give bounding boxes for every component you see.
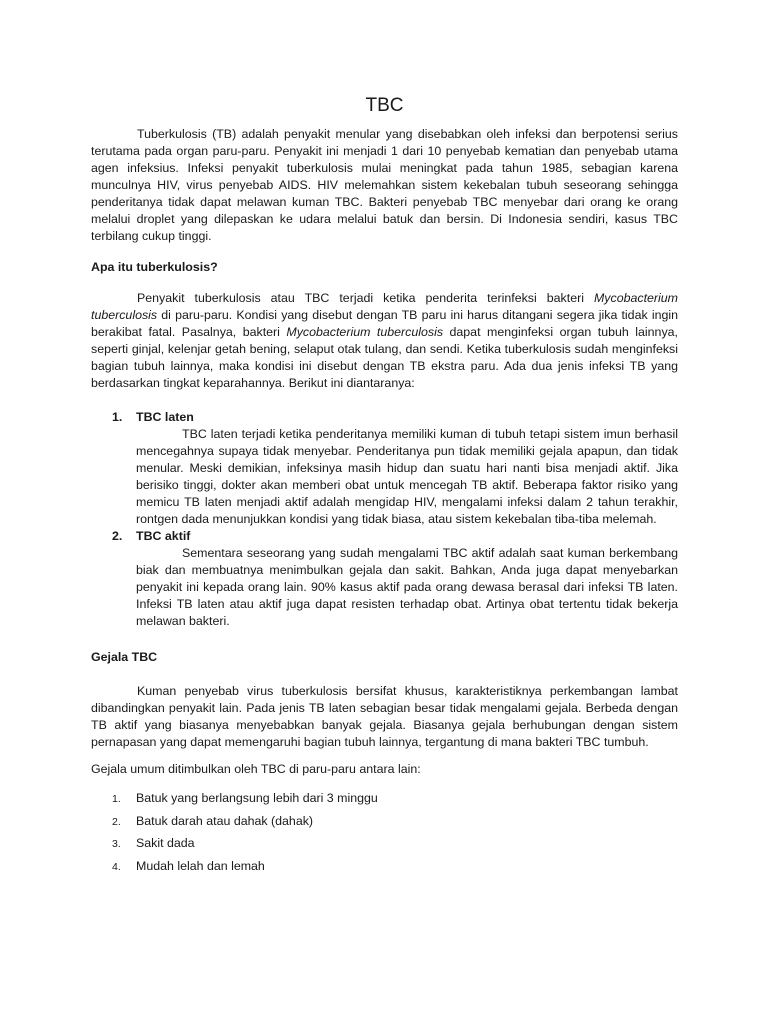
list-number: 2. xyxy=(112,529,123,543)
list-item-text: Mudah lelah dan lemah xyxy=(136,858,265,873)
list-number: 1. xyxy=(112,410,123,424)
list-item xyxy=(91,858,678,881)
symptoms-list xyxy=(91,790,678,880)
list-item xyxy=(91,835,678,858)
section-heading-symptoms: Gejala TBC xyxy=(91,650,158,664)
intro-paragraph: Tuberkulosis (TB) adalah penyakit menular yang disebabkan oleh infeksi dan berpotensi serius terutama pada organ paru-paru. Penyakit ini menjadi 1 dari 10 penyebab kematian dan penyebab utama agen infeksius. Infeksi penyakit tuberkulosis mulai meningkat pada tahun 1985, sebagian karena munculnya HIV, virus penyebab AIDS. HIV melemahkan sistem kekebalan tubuh seseorang sehingga penderitanya tidak dapat melawan kuman TBC. Bakteri penyebab TBC menyebar dari orang ke orang melalui droplet yang dilepaskan ke udara melalui batuk dan bersin. Di Indonesia sendiri, kasus TBC terbilang cukup tinggi. xyxy=(91,127,678,243)
list-item-body: Sementara seseorang yang sudah mengalami TBC aktif adalah saat kuman berkembang biak dan membuatnya menimbulkan gejala dan sakit. Bahkan, Anda juga dapat menyebarkan penyakit ini kepada orang lain. 90% kasus aktif pada orang dewasa berasal dari infeksi TB laten. Infeksi TB laten atau aktif juga dapat resisten terhadap obat. Artinya obat tertentu tidak bekerja melawan bakteri. xyxy=(136,546,678,628)
list-item xyxy=(91,790,678,813)
list-item-tbc-aktif xyxy=(91,528,678,630)
list-item-text: Sakit dada xyxy=(136,836,195,850)
what-is-paragraph: Penyakit tuberkulosis atau TBC terjadi ketika penderita terinfeksi bakteri Mycobacterium tuberculosis di paru-paru. Kondisi yang disebut dengan TB paru ini harus ditangani segera jika tidak ingin berakibat fatal. Pasalnya, bakteri Mycobacterium tuberculosis dapat menginfeksi organ tubuh lainnya, seperti ginjal, kelenjar getah bening, selaput otak tulang, dan sendi. Ketika tuberkulosis sudah menginfeksi bagian tubuh lainnya, maka kondisi ini disebut dengan TB ekstra paru. Ada dua jenis infeksi TB yang berdasarkan tingkat keparahannya. Berikut ini diantaranya: xyxy=(91,291,678,390)
list-item-text: Batuk yang berlangsung lebih dari 3 minggu xyxy=(136,791,378,805)
list-item-text: Batuk darah atau dahak (dahak) xyxy=(136,813,314,828)
list-item xyxy=(91,813,678,836)
list-item-tbc-laten xyxy=(91,409,678,528)
list-number: 2. xyxy=(112,815,121,828)
list-item-body: TBC laten terjadi ketika penderitanya memiliki kuman di tubuh tetapi sistem imun berhasil mencegahnya supaya tidak menyebar. Penderitanya pun tidak memiliki gejala apapun, dan tidak menular. Meski demikian, infeksinya masih hidup dan suatu hari nanti bisa menjadi aktif. Jika berisiko tinggi, dokter akan memberi obat untuk mencegah TB aktif. Beberapa faktor risiko yang memicu TB laten menjadi aktif adalah mengidap HIV, mengalami infeksi dalam 2 tahun terakhir, rontgen dada menunjukkan kondisi yang tidak biasa, atau sistem kekebalan tiba-tiba melemah. xyxy=(136,427,678,526)
list-number: 4. xyxy=(112,860,121,873)
symptoms-paragraph: Kuman penyebab virus tuberkulosis bersifat khusus, karakteristiknya perkembangan lambat dibandingkan penyakit lain. Pada jenis TB laten sebagian besar tidak mengalami gejala. Berbeda dengan TB aktif yang biasanya menyebabkan banyak gejala. Biasanya gejala berhubungan dengan sistem pernapasan yang dapat memengaruhi bagian tubuh lainnya, tergantung di mana bakteri TBC tumbuh. xyxy=(91,684,678,749)
list-item-title: TBC aktif xyxy=(136,529,191,543)
tb-types-list xyxy=(91,409,678,630)
list-number: 1. xyxy=(112,793,121,805)
section-heading-what-is: Apa itu tuberkulosis? xyxy=(91,260,218,274)
document-title: TBC xyxy=(365,95,404,116)
symptoms-intro: Gejala umum ditimbulkan oleh TBC di paru-paru antara lain: xyxy=(91,762,421,776)
list-item-title: TBC laten xyxy=(136,410,194,424)
list-number: 3. xyxy=(112,838,121,850)
